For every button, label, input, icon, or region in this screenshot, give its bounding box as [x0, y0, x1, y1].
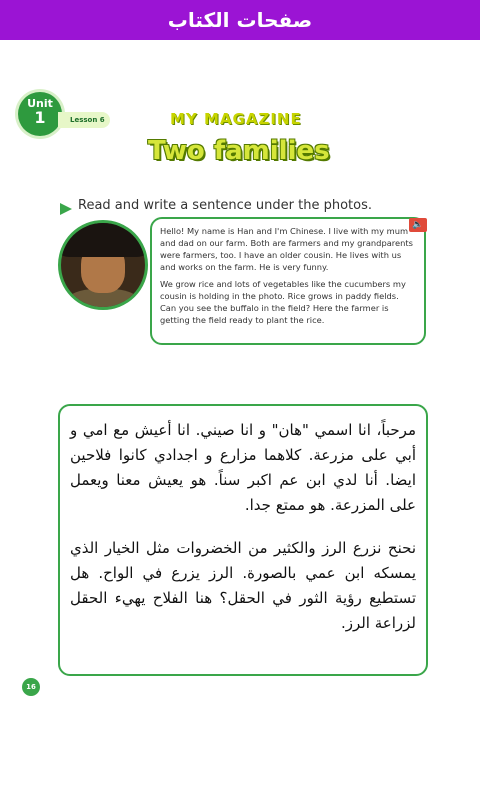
- photo-hair: [61, 223, 145, 257]
- speaker-icon[interactable]: 🔈: [409, 218, 427, 232]
- boy-photo: [58, 220, 148, 310]
- top-bar: [0, 0, 480, 40]
- instruction-text: Read and write a sentence under the photos.: [78, 198, 372, 213]
- spacer: [0, 40, 480, 84]
- magazine-heading: MY MAGAZINE: [170, 110, 302, 128]
- unit-badge: [18, 92, 62, 136]
- unit-word: Unit: [27, 97, 53, 110]
- unit-number: 1: [34, 108, 46, 127]
- book-page: [0, 84, 480, 797]
- lesson-tag: Lesson 6: [58, 112, 110, 128]
- lesson-title: Two families: [148, 136, 330, 166]
- arabic-paragraph-2: نحنح نزرع الرز والكثير من الخضروات مثل الخيار الذي يمسكه ابن عمي بالصورة. الرز يزرع في الواح. هل تستطيع رؤية الثور في الحقل؟ هنا الفلاح يهيء الحقل لزراعة الرز.: [70, 539, 416, 632]
- english-paragraph-1: Hello! My name is Han and I'm Chinese. I live with my mum and dad on our farm. Both are farmers and my grandparents were farmers, too. I have an older cousin. He lives with us and works on the farm. He is very funny.: [160, 226, 413, 272]
- arabic-translation-box: [58, 404, 428, 676]
- english-paragraph-2: We grow rice and lots of vegetables like the cucumbers my cousin is holding in the photo. Rice grows in paddy fields. Can you see the buffalo in the field? Here the farmer is getting the field ready to plant the rice.: [160, 279, 406, 325]
- arabic-paragraph-1: مرحباً، انا اسمي "هان" و انا صيني. انا أعيش مع امي و أبي على مزرعة. كلاهما مزارع و اجدادي كانوا فلاحين ايضا. أنا لدي ابن عم اكبر سناً. هو يعيش معنا ويعمل على المزرعة. هو ممتع جدا.: [70, 421, 416, 514]
- page-number: 16: [22, 678, 40, 696]
- english-text-box: [150, 217, 426, 345]
- page-title: صفحات الكتاب: [167, 8, 313, 32]
- play-arrow-icon: [60, 203, 72, 215]
